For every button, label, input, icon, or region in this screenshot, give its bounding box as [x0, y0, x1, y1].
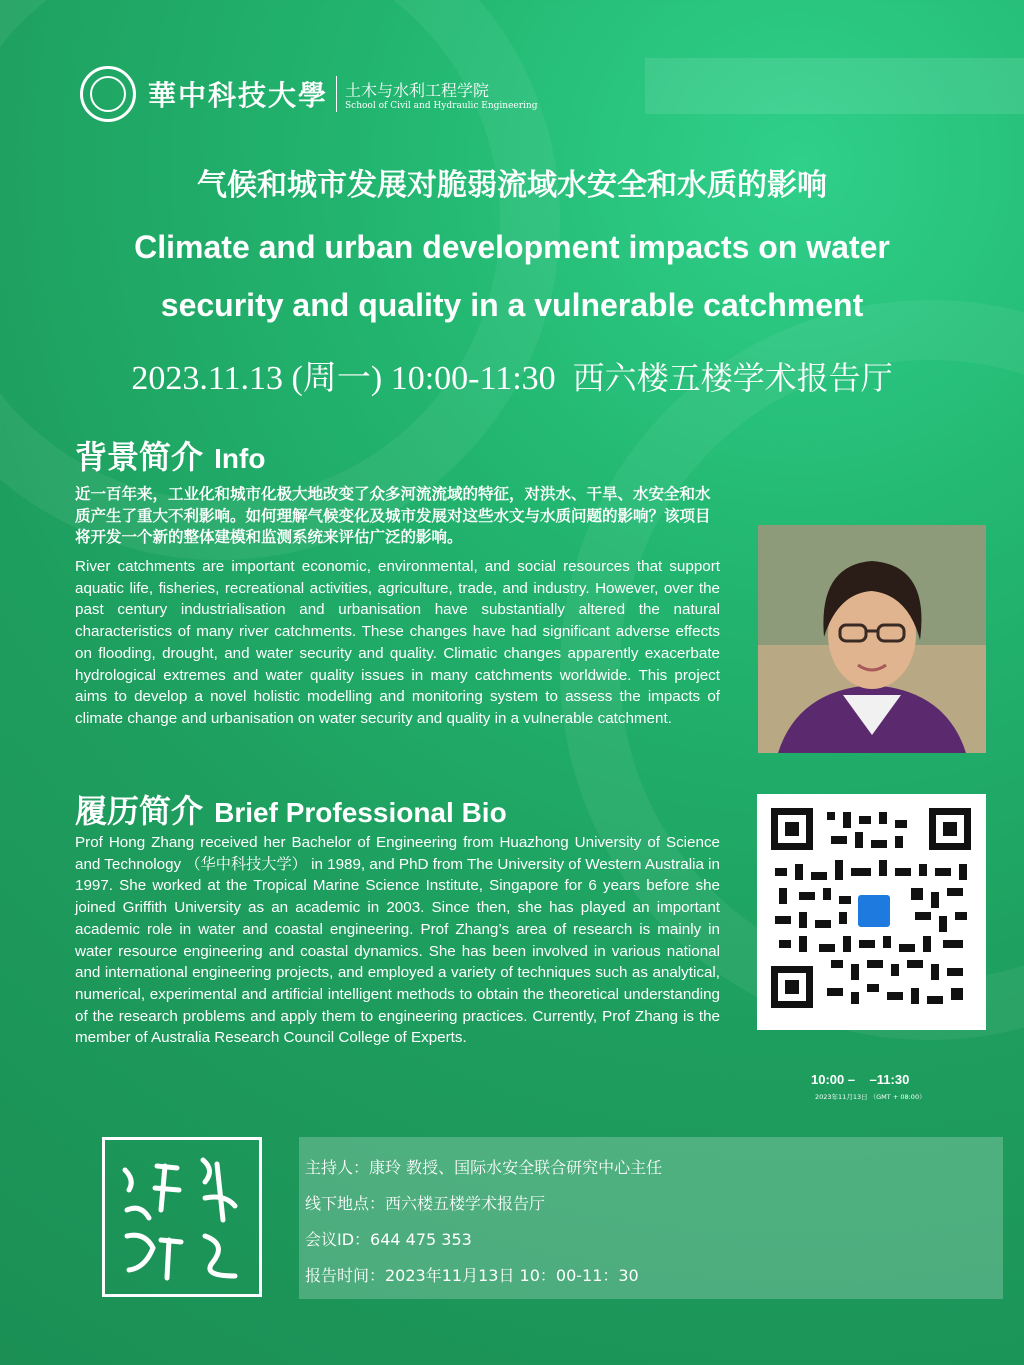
university-logo	[80, 70, 537, 118]
info-summary-cn: 近一百年来，工业化和城市化极大地改变了众多河流流域的特征，对洪水、干旱、水安全和水质产生了重大不利影响。如何理解气候变化及城市发展对这些水文与水质问题的影响？该项目将开发一个新的整体建模和监测系统来评估广泛的影响。	[75, 485, 711, 546]
info-heading-en: Info	[214, 443, 266, 474]
qr-time-range: 10:00 – –11:30	[811, 1072, 910, 1087]
event-datetime-venue	[0, 350, 1024, 399]
meeting-app-logo-icon	[855, 892, 893, 930]
logo-divider	[336, 76, 337, 112]
footer-time: 报告时间：2023年11月13日 10：00-11：30	[305, 1266, 639, 1285]
speaker-photo	[758, 525, 986, 753]
meeting-qr-code[interactable]	[757, 794, 986, 1030]
school-block	[345, 78, 537, 111]
title-english-line1: Climate and urban development impacts on water	[134, 229, 890, 265]
qr-pattern	[771, 808, 971, 1008]
title-english	[60, 218, 964, 334]
bio-heading-cn: 履历简介	[75, 792, 204, 830]
event-venue: 西六楼五楼学术报告厅	[572, 359, 893, 397]
header-accent-bar	[645, 58, 1024, 114]
bio-body-en: Prof Hong Zhang received her Bachelor of Engineering from Huazhong University of Science and Technology （华中科技大学） in 1989, and PhD from The University of Western Australia in 1997. She worked at the Tropical Marine Science Institute, Singapore for 6 years before she joined Griffith University as an academic in 2003. Since then, she has played an important academic role in water and coastal engineering. Prof Zhang’s area of research is mainly in water resource engineering and coastal dynamics. She has been involved in various national and international engineering projects, and employed a variety of techniques such as analytical, numerical, experimental and artificial intelligent methods to obtain the theoretical understanding of the research problems and apply them to engineering practices. Currently, Prof Zhang is the member of Australia Research Council College of Experts.	[75, 834, 720, 1047]
qr-finder-pattern	[771, 966, 813, 1008]
qr-date-note: 2023年11月13日 （GMT + 08:00）	[815, 1093, 926, 1101]
info-body-en: River catchments are important economic, environmental, and social resources that support aquatic life, fisheries, recreational activities, agriculture, trade, and industry. However, over the past century industrialisation and urbanisation have substantially altered the natural characteristics of many river catchments. These changes have had significant adverse effects on flooding, drought, and water security and quality. Climatic changes apparently exacerbate hydrological extremes and water quality issues in many catchments worldwide. This project aims to develop a novel holistic modelling and monitoring system to assess the impacts of climate change and urbanisation on water security and quality in a vulnerable catchment.	[75, 558, 720, 727]
footer-host: 主持人：康玲 教授、国际水安全联合研究中心主任	[305, 1158, 663, 1177]
qr-end-time: 11:30	[876, 1072, 910, 1087]
info-heading	[75, 432, 265, 478]
title-chinese: 气候和城市发展对脆弱流域水安全和水质的影响	[197, 168, 827, 203]
qr-start-time: 10:00	[811, 1072, 845, 1087]
bio-heading	[75, 786, 507, 832]
university-seal-icon	[80, 66, 136, 122]
qr-finder-pattern	[929, 808, 971, 850]
info-heading-cn: 背景简介	[75, 438, 204, 476]
qr-finder-pattern	[771, 808, 813, 850]
school-name-en: School of Civil and Hydraulic Engineering	[345, 100, 538, 111]
university-name: 華中科技大學	[148, 79, 329, 112]
school-name-cn: 土木与水利工程学院	[345, 80, 490, 100]
footer-meeting-id: 会议ID：644 475 353	[305, 1230, 472, 1249]
calligraphy-seal	[102, 1137, 262, 1297]
title-english-line2: security and quality in a vulnerable catchment	[160, 287, 864, 323]
footer-location: 线下地点：西六楼五楼学术报告厅	[305, 1194, 546, 1213]
bio-heading-en: Brief Professional Bio	[214, 797, 507, 828]
event-datetime: 2023.11.13 (周一) 10:00-11:30	[131, 360, 556, 397]
